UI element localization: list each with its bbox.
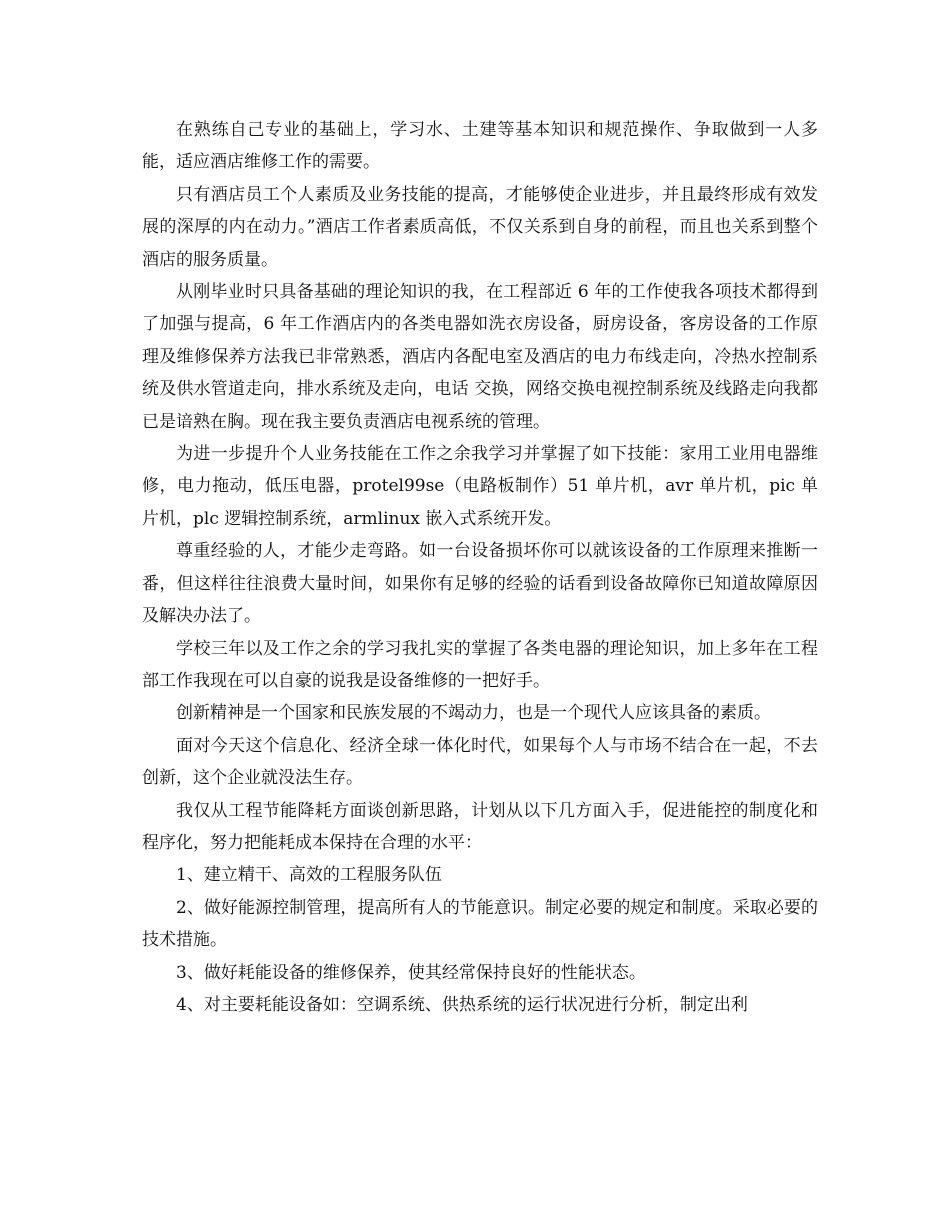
paragraph-1: 在熟练自己专业的基础上，学习水、土建等基本知识和规范操作、争取做到一人多能，适应酒店维修工作的需要。 <box>142 120 818 173</box>
paragraph-3: 从刚毕业时只具备基础的理论知识的我，在工程部近 6 年的工作使我各项技术都得到了加强与提高，6 年工作酒店内的各类电器如洗衣房设备，厨房设备，客房设备的工作原理及维修保养方法我已非常熟悉，酒店内各配电室及酒店的电力布线走向，冷热水控制系统及供水管道走向，排水系统及走向，电话 交换，网络交换电视控制系统及线路走向我都已是谙熟在胸。现在我主要负责酒店电视系统的管理。 <box>142 282 818 432</box>
paragraph-5: 尊重经验的人，才能少走弯路。如一台设备损坏你可以就该设备的工作原理来推断一番，但这样往往浪费大量时间，如果你有足够的经验的话看到设备故障你已知道故障原因及解决办法了。 <box>142 541 818 627</box>
list-item-4: 4、对主要耗能设备如：空调系统、供热系统的运行状况进行分析，制定出利 <box>176 994 748 1015</box>
list-item-2: 2、做好能源控制管理，提高所有人的节能意识。制定必要的规定和制度。采取必要的技术措施。 <box>142 897 818 951</box>
paragraph-7: 创新精神是一个国家和民族发展的不竭动力，也是一个现代人应该具备的素质。 <box>176 703 771 724</box>
paragraph-8: 面对今天这个信息化、经济全球一体化时代，如果每个人与市场不结合在一起，不去创新，这个企业就没法生存。 <box>142 735 818 789</box>
list-item-3: 3、做好耗能设备的维修保养，使其经常保持良好的性能状态。 <box>176 962 646 983</box>
list-item-1: 1、建立精干、高效的工程服务队伍 <box>176 865 442 886</box>
paragraph-9: 我仅从工程节能降耗方面谈创新思路，计划从以下几方面入手，促进能控的制度化和程序化，努力把能耗成本保持在合理的水平： <box>142 800 818 853</box>
paragraph-6: 学校三年以及工作之余的学习我扎实的掌握了各类电器的理论知识，加上多年在工程部工作我现在可以自豪的说我是设备维修的一把好手。 <box>142 638 818 691</box>
paragraph-4: 为进一步提升个人业务技能在工作之余我学习并掌握了如下技能：家用工业用电器维修，电力拖动，低压电器，protel99se（电路板制作）51 单片机，avr 单片机，pic 单片机，plc 逻辑控制系统，armlinux 嵌入式系统开发。 <box>142 444 818 529</box>
paragraph-2: 只有酒店员工个人素质及业务技能的提高，才能够使企业进步，并且最终形成有效发展的深厚的内在动力。”酒店工作者素质高低，不仅关系到自身的前程，而且也关系到整个酒店的服务质量。 <box>142 184 818 270</box>
document-page <box>142 114 818 1021</box>
